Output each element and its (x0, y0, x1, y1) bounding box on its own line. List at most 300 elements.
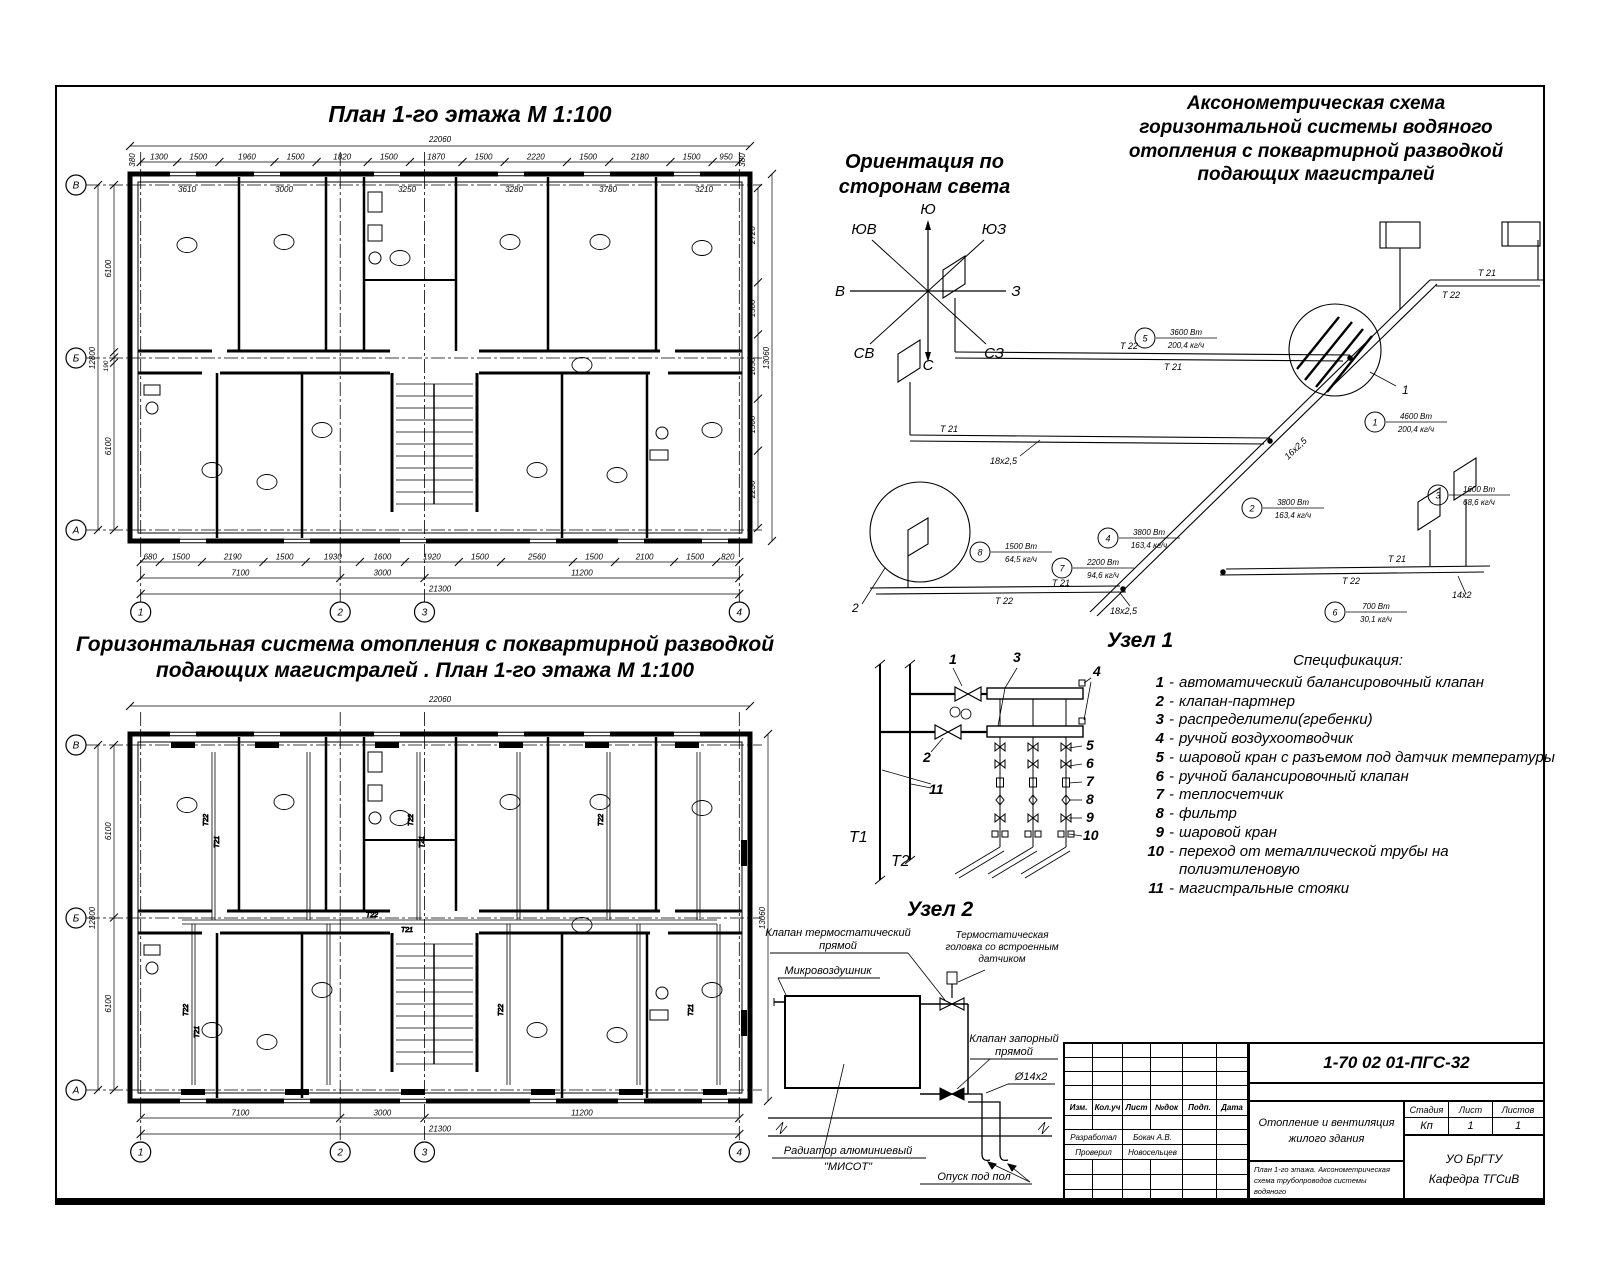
power-callout (1365, 412, 1447, 434)
compass-label-e: В (834, 283, 846, 300)
dim-label: 13060 (762, 346, 771, 370)
revision-cell (1151, 1086, 1183, 1100)
revision-cell (1065, 1190, 1093, 1201)
room-number-oval (702, 423, 722, 438)
dim-label: 1500 (379, 152, 398, 162)
plan2-title: Горизонтальная система отопления с поквартирной разводкой подающих магистралей . План 1-го этажа М 1:100 (75, 633, 775, 683)
room-number-oval (312, 983, 332, 998)
revision-cell (1151, 1160, 1183, 1175)
compass-label-nw: СЗ (984, 345, 1004, 362)
floor-plan-2-heating (62, 690, 786, 1172)
callout: 6 (1086, 755, 1094, 771)
revision-cell (1065, 1160, 1093, 1175)
svg-text:датчиком: датчиком (978, 954, 1026, 965)
axon-pipes (862, 222, 1545, 616)
dim-label: А (72, 1085, 80, 1097)
revision-cell (1093, 1190, 1123, 1201)
revision-cell (1123, 1175, 1151, 1190)
radiator (531, 1089, 555, 1095)
dim-label: 1920 (422, 552, 441, 562)
dim-label: 2180 (630, 152, 649, 162)
compass-label-n: С (922, 357, 934, 374)
svg-text:30,1 кг/ч: 30,1 кг/ч (1360, 615, 1392, 624)
revision-cell (1217, 1130, 1248, 1145)
revision-cell (1183, 1058, 1217, 1072)
room-number-oval (312, 423, 332, 438)
dim-label: Т21 (194, 1025, 201, 1039)
title-block (1063, 1042, 1545, 1205)
svg-text:прямой: прямой (995, 1046, 1033, 1058)
revision-cell (1151, 1058, 1183, 1072)
dim-label: 3610 (178, 185, 196, 194)
revision-cell (1123, 1072, 1151, 1086)
revision-header-cell: Лист (1123, 1100, 1151, 1116)
dim-label: 2100 (635, 552, 654, 562)
dim-label: Т22 (365, 912, 379, 919)
svg-text:7: 7 (1059, 563, 1065, 574)
dim-label: 22060 (428, 135, 452, 144)
svg-text:3800 Вт: 3800 Вт (1276, 498, 1310, 507)
dim-label: 380 (738, 153, 747, 167)
revision-cell (1093, 1072, 1123, 1086)
revision-cell (1065, 1058, 1093, 1072)
room-number-oval (390, 811, 410, 826)
revision-cell (1183, 1160, 1217, 1175)
power-callout (1242, 498, 1324, 520)
svg-text:4600 Вт: 4600 Вт (1399, 412, 1433, 421)
dim-label: Т22 (203, 813, 210, 827)
spec-item: 4 - ручной воздухоотводчик (1155, 730, 1354, 747)
revision-cell (1217, 1058, 1248, 1072)
revision-cell (1093, 1044, 1123, 1058)
dim-label: 12800 (88, 906, 97, 930)
compass-label-se: ЮЗ (981, 221, 1007, 238)
stage-header: Стадия (1405, 1102, 1449, 1118)
svg-text:2: 2 (1249, 503, 1255, 514)
specification (1128, 652, 1568, 899)
sheets-header: Листов (1493, 1102, 1543, 1118)
dim-label: В (72, 180, 80, 192)
dim-label: 1 (137, 1147, 144, 1159)
power-callout (1052, 558, 1134, 580)
revision-cell (1217, 1086, 1248, 1100)
revision-header-cell: Кол.уч (1093, 1100, 1123, 1116)
dim-label: 3000 (373, 1108, 392, 1118)
revision-cell (1183, 1190, 1217, 1201)
spec-item: 11 - магистральные стояки (1148, 880, 1350, 897)
revision-cell (1151, 1190, 1183, 1201)
dim-label: 1820 (333, 152, 352, 162)
callout: 3 (1013, 649, 1021, 665)
dim-label: Б (72, 353, 80, 365)
dim-label: 820 (721, 552, 735, 562)
compass-label-s: Ю (920, 201, 936, 218)
svg-text:головка со встроенным: головка со встроенным (945, 942, 1059, 953)
room-number-oval (607, 468, 627, 483)
revision-cell (1217, 1175, 1248, 1190)
dim-label: 3280 (505, 185, 523, 194)
svg-text:8: 8 (977, 547, 983, 558)
dim-label: 13060 (758, 906, 767, 930)
node2-detail (760, 922, 1070, 1202)
dim-label: 1500 (748, 415, 757, 434)
revision-cell (1123, 1044, 1151, 1058)
radiator (181, 1089, 205, 1095)
room-number-oval (177, 238, 197, 253)
revision-cell (1123, 1190, 1151, 1201)
spec-item: 7 - теплосчетчик (1155, 786, 1284, 804)
shutoff-valve-label: Клапан запорный (969, 1033, 1059, 1045)
revision-cell (1093, 1175, 1123, 1190)
dim-label: 3250 (398, 185, 416, 194)
dim-label: Т22 (498, 1003, 505, 1017)
revision-cell (1151, 1175, 1183, 1190)
room-number-oval (257, 475, 277, 490)
power-callout (1325, 602, 1407, 624)
dim-label: Б (72, 913, 80, 925)
callout: 5 (1086, 737, 1094, 753)
dim-label: 3 (421, 1147, 428, 1159)
room-number-oval (692, 241, 712, 256)
axonometric-scheme (790, 200, 1555, 630)
dim-label: 1500 (682, 152, 701, 162)
compass-label-ne: СВ (853, 345, 875, 362)
radiator (585, 742, 609, 748)
svg-text:5: 5 (1142, 333, 1148, 344)
dim-label: 6100 (104, 437, 113, 456)
spec-item: 10 - переход от металлической трубы на полиэтиленовую (1147, 842, 1449, 879)
room-number-oval (500, 235, 520, 250)
revision-cell (1123, 1058, 1151, 1072)
room-number-oval (590, 235, 610, 250)
pipe-label: Т 21 (940, 424, 959, 434)
pipe-label: Т 21 (1164, 362, 1183, 372)
radiator (285, 1089, 309, 1095)
spec-item: 5 - шаровой кран с разъемом под датчик температуры (1155, 748, 1555, 766)
dim-label: 2220 (526, 152, 545, 162)
pipe-label: Т 22 (1442, 290, 1461, 300)
revision-cell (1065, 1072, 1093, 1086)
room-number-oval (527, 1023, 547, 1038)
checked-value: Новосельцев (1123, 1145, 1183, 1160)
dim-label: 6100 (104, 259, 113, 278)
spec-list (1128, 674, 1568, 899)
callout: 9 (1086, 809, 1094, 825)
revision-cell (1065, 1044, 1093, 1058)
svg-text:1: 1 (1372, 417, 1378, 428)
revision-cell (1151, 1116, 1183, 1130)
doc-number-strip (1250, 1084, 1543, 1102)
revision-cell (1123, 1086, 1151, 1100)
svg-text:64,5 кг/ч: 64,5 кг/ч (1005, 555, 1037, 564)
dim-label: 1500 (275, 552, 294, 562)
room-number-oval (202, 463, 222, 478)
revision-cell (1183, 1072, 1217, 1086)
revision-cell (1183, 1116, 1217, 1130)
dim-label: 1500 (171, 552, 190, 562)
dim-label: 7100 (231, 1108, 250, 1118)
thermo-valve-label: Клапан термостатический (765, 927, 911, 939)
title-block-revision-table (1065, 1044, 1250, 1203)
svg-text:4: 4 (1105, 533, 1111, 544)
plan-group (66, 135, 776, 622)
pipe-size-label: 16х2,5 (1282, 435, 1309, 462)
node1-ref-label: 1 (1402, 383, 1409, 397)
pipe-label: Т 22 (1342, 576, 1361, 586)
revision-cell (1151, 1072, 1183, 1086)
compass-label-w: З (1011, 283, 1021, 300)
dim-label: 1500 (579, 152, 598, 162)
dim-label: 1300 (150, 152, 168, 162)
pipe-label: Т 21 (1052, 578, 1071, 588)
callout: 7 (1086, 773, 1094, 789)
revision-cell (1183, 1086, 1217, 1100)
node2-title: Узел 2 (906, 898, 974, 921)
spec-title: Спецификация: (1293, 652, 1403, 669)
dim-label: 11200 (571, 1108, 593, 1118)
revision-cell (1183, 1044, 1217, 1058)
radiator (741, 1010, 747, 1036)
callout: 2 (923, 749, 931, 765)
power-callout (970, 542, 1052, 564)
radiator (375, 742, 399, 748)
pipe-size-label: 14х2 (1452, 590, 1472, 600)
revision-cell (1183, 1145, 1217, 1160)
dim-label: 1 (137, 607, 144, 619)
spec-item: 3 - распределители(гребенки) (1155, 711, 1373, 729)
dim-label: 1500 (585, 552, 603, 562)
dim-label: 3000 (275, 185, 293, 194)
plan-group (66, 695, 772, 1162)
callout: 1 (949, 651, 957, 667)
radiator (619, 1089, 643, 1095)
revision-cell (1217, 1072, 1248, 1086)
svg-text:200,4 кг/ч: 200,4 кг/ч (1397, 425, 1435, 434)
dim-label: 1850 (748, 357, 757, 376)
plan1-title: План 1-го этажа М 1:100 (328, 101, 612, 127)
spec-item: 8 - фильтр (1155, 805, 1237, 822)
dim-label: Т22 (183, 1003, 190, 1017)
spec-item: 2 - клапан-партнер (1155, 692, 1295, 710)
dim-label: 1500 (189, 152, 208, 162)
compass-label-sw: ЮВ (851, 221, 877, 238)
pipe-size-label: Ø14х2 (1014, 1071, 1048, 1083)
floor-plan-1 (62, 130, 786, 632)
sheet-header: Лист (1449, 1102, 1493, 1118)
svg-text:68,6 кг/ч: 68,6 кг/ч (1463, 498, 1495, 507)
callout: 4 (1093, 663, 1101, 679)
svg-text:94,6 кг/ч: 94,6 кг/ч (1087, 571, 1119, 580)
dim-label: 1500 (748, 299, 757, 318)
dim-label: 6100 (104, 994, 113, 1013)
dim-label: 2 (337, 607, 343, 619)
dim-label: 1500 (471, 552, 489, 562)
dim-label: 950 (719, 152, 733, 162)
revision-cell (1123, 1160, 1151, 1175)
riser-t2-label: Т2 (891, 853, 910, 870)
dim-label: 2720 (748, 226, 757, 245)
dim-label: 380 (128, 153, 137, 167)
dim-label: 1500 (286, 152, 305, 162)
radiator (741, 840, 747, 866)
revision-cell (1183, 1175, 1217, 1190)
dim-label: 3000 (373, 568, 392, 578)
power-callout (1135, 328, 1217, 350)
dim-label: 4 (736, 607, 743, 619)
revision-cell (1065, 1116, 1093, 1130)
radiator (703, 1089, 727, 1095)
pipe-label: Т 22 (995, 596, 1014, 606)
dim-label: 3 (421, 607, 428, 619)
dim-label: Т21 (688, 1003, 695, 1017)
dim-label: 1930 (323, 552, 342, 562)
dim-label: 1870 (427, 152, 446, 162)
dim-label: 3210 (695, 185, 713, 194)
stage-value: Кп (1405, 1118, 1449, 1136)
room-number-oval (572, 358, 592, 373)
revision-cell (1217, 1116, 1248, 1130)
room-number-oval (257, 1035, 277, 1050)
pipe-size-label: 18х2,5 (990, 456, 1018, 466)
dim-label: 6100 (104, 822, 113, 841)
svg-text:3600 Вт: 3600 Вт (1169, 328, 1203, 337)
node1-detail (835, 642, 1105, 897)
revision-cell (1217, 1190, 1248, 1201)
room-number-oval (177, 798, 197, 813)
axon-title: Аксонометрическая схема горизонтальной системы водяного отопления с поквартирной разводкой подающих магистралей (1128, 93, 1504, 186)
radiator (401, 1089, 425, 1095)
node1-title: Узел 1 (1106, 629, 1174, 652)
dim-label: В (72, 740, 80, 752)
svg-text:700 Вт: 700 Вт (1362, 602, 1390, 611)
revision-header-cell: Подп. (1183, 1100, 1217, 1116)
dim-label: 7100 (231, 568, 250, 578)
radiator (675, 742, 699, 748)
sheets-value: 1 (1493, 1118, 1543, 1136)
dim-label: 680 (143, 552, 157, 562)
checked-label: Проверил (1065, 1145, 1123, 1160)
dim-label: 3780 (599, 185, 617, 194)
revision-cell (1217, 1160, 1248, 1175)
revision-cell (1093, 1160, 1123, 1175)
pipe-label: Т 22 (1120, 341, 1139, 351)
dim-label: Т21 (400, 927, 414, 934)
micro-vent-label: Микровоздушник (784, 965, 872, 977)
callout: 8 (1086, 791, 1094, 807)
compass-title: Ориентация по сторонам света (838, 151, 1011, 198)
revision-cell (1065, 1175, 1093, 1190)
revision-header-cell: Дата (1217, 1100, 1248, 1116)
doc-number: 1-70 02 01-ПГС-32 (1250, 1044, 1543, 1084)
thermo-head-label: Термостатическая (955, 930, 1049, 941)
dim-label: 1500 (686, 552, 705, 562)
svg-text:1600 Вт: 1600 Вт (1462, 485, 1496, 494)
room-number-oval (274, 795, 294, 810)
dim-label: 2190 (223, 552, 242, 562)
svg-text:6: 6 (1332, 607, 1338, 618)
svg-text:163,4 кг/ч: 163,4 кг/ч (1274, 511, 1312, 520)
dim-label: 1960 (238, 152, 256, 162)
dim-label: Т22 (408, 813, 415, 827)
dim-label: Т22 (598, 813, 605, 827)
dim-label: 11200 (571, 568, 593, 578)
riser-t1-label: Т1 (849, 829, 868, 846)
svg-text:прямой: прямой (819, 940, 857, 952)
pipe-label: Т 21 (1478, 268, 1497, 278)
spec-item: 1 - автоматический балансировочный клапан (1155, 673, 1485, 691)
sheet-value: 1 (1449, 1118, 1493, 1136)
dim-label: А (72, 525, 80, 537)
spec-item: 6 - ручной балансировочный клапан (1155, 767, 1409, 785)
dim-label: 22060 (428, 695, 452, 704)
callout: 11 (929, 781, 944, 797)
dim-label: 2230 (748, 480, 757, 499)
revision-cell (1183, 1130, 1217, 1145)
room-number-oval (607, 1028, 627, 1043)
revision-header-cell: Изм. (1065, 1100, 1093, 1116)
revision-cell (1093, 1116, 1123, 1130)
room-number-oval (202, 1023, 222, 1038)
dim-label: 21300 (428, 584, 452, 594)
radiator (255, 742, 279, 748)
dim-label: 1500 (474, 152, 493, 162)
revision-cell (1123, 1116, 1151, 1130)
room-number-oval (702, 983, 722, 998)
revision-cell (1151, 1044, 1183, 1058)
room-number-oval (692, 801, 712, 816)
pipe-label: Т 21 (1388, 554, 1407, 564)
developed-value: Бокач А.В. (1123, 1130, 1183, 1145)
project-title-cell: Отопление и вентиляция жилого здания (1250, 1102, 1405, 1162)
spec-item: 9 - шаровой кран (1155, 823, 1277, 841)
dim-label: 1600 (373, 552, 392, 562)
svg-text:3: 3 (1435, 490, 1441, 501)
svg-text:163,4 кг/ч: 163,4 кг/ч (1130, 541, 1168, 550)
svg-text:1500 Вт: 1500 Вт (1004, 542, 1038, 551)
svg-text:3800 Вт: 3800 Вт (1132, 528, 1166, 537)
room-number-oval (274, 235, 294, 250)
dim-label: 2560 (528, 552, 546, 562)
floor-drop-label: Опуск под пол (937, 1171, 1011, 1183)
radiator-label: Радиатор алюминиевый (783, 1145, 913, 1157)
node2-ref-label: 2 (852, 601, 859, 615)
svg-text:200,4 кг/ч: 200,4 кг/ч (1167, 341, 1205, 350)
sheet-description-cell: План 1-го этажа. Аксонометрическая схема трубопроводов системы водяного отопления. Узлы системы отопления (1250, 1162, 1405, 1203)
organization-cell: УО БрГТУ Кафедра ТГСиВ (1428, 1152, 1520, 1186)
room-number-oval (390, 251, 410, 266)
svg-text:"МИСОТ": "МИСОТ" (824, 1161, 872, 1173)
dim-label: 190 (103, 360, 110, 372)
revision-cell (1093, 1058, 1123, 1072)
dim-label: 12800 (88, 346, 97, 370)
revision-cell (1065, 1086, 1093, 1100)
svg-text:2200 Вт: 2200 Вт (1086, 558, 1120, 567)
dim-label: Т21 (214, 835, 221, 849)
pipe-size-label: 18х2,5 (1110, 606, 1138, 616)
developed-label: Разработал (1065, 1130, 1123, 1145)
room-number-oval (527, 463, 547, 478)
radiator (499, 742, 523, 748)
revision-cell (1217, 1044, 1248, 1058)
revision-cell (1093, 1086, 1123, 1100)
revision-cell (1217, 1145, 1248, 1160)
radiator (171, 742, 195, 748)
revision-header-cell: №док (1151, 1100, 1183, 1116)
dim-label: 2 (337, 1147, 343, 1159)
callout: 10 (1083, 827, 1099, 843)
dim-label: 21300 (428, 1124, 452, 1134)
dim-label: 4 (736, 1147, 743, 1159)
